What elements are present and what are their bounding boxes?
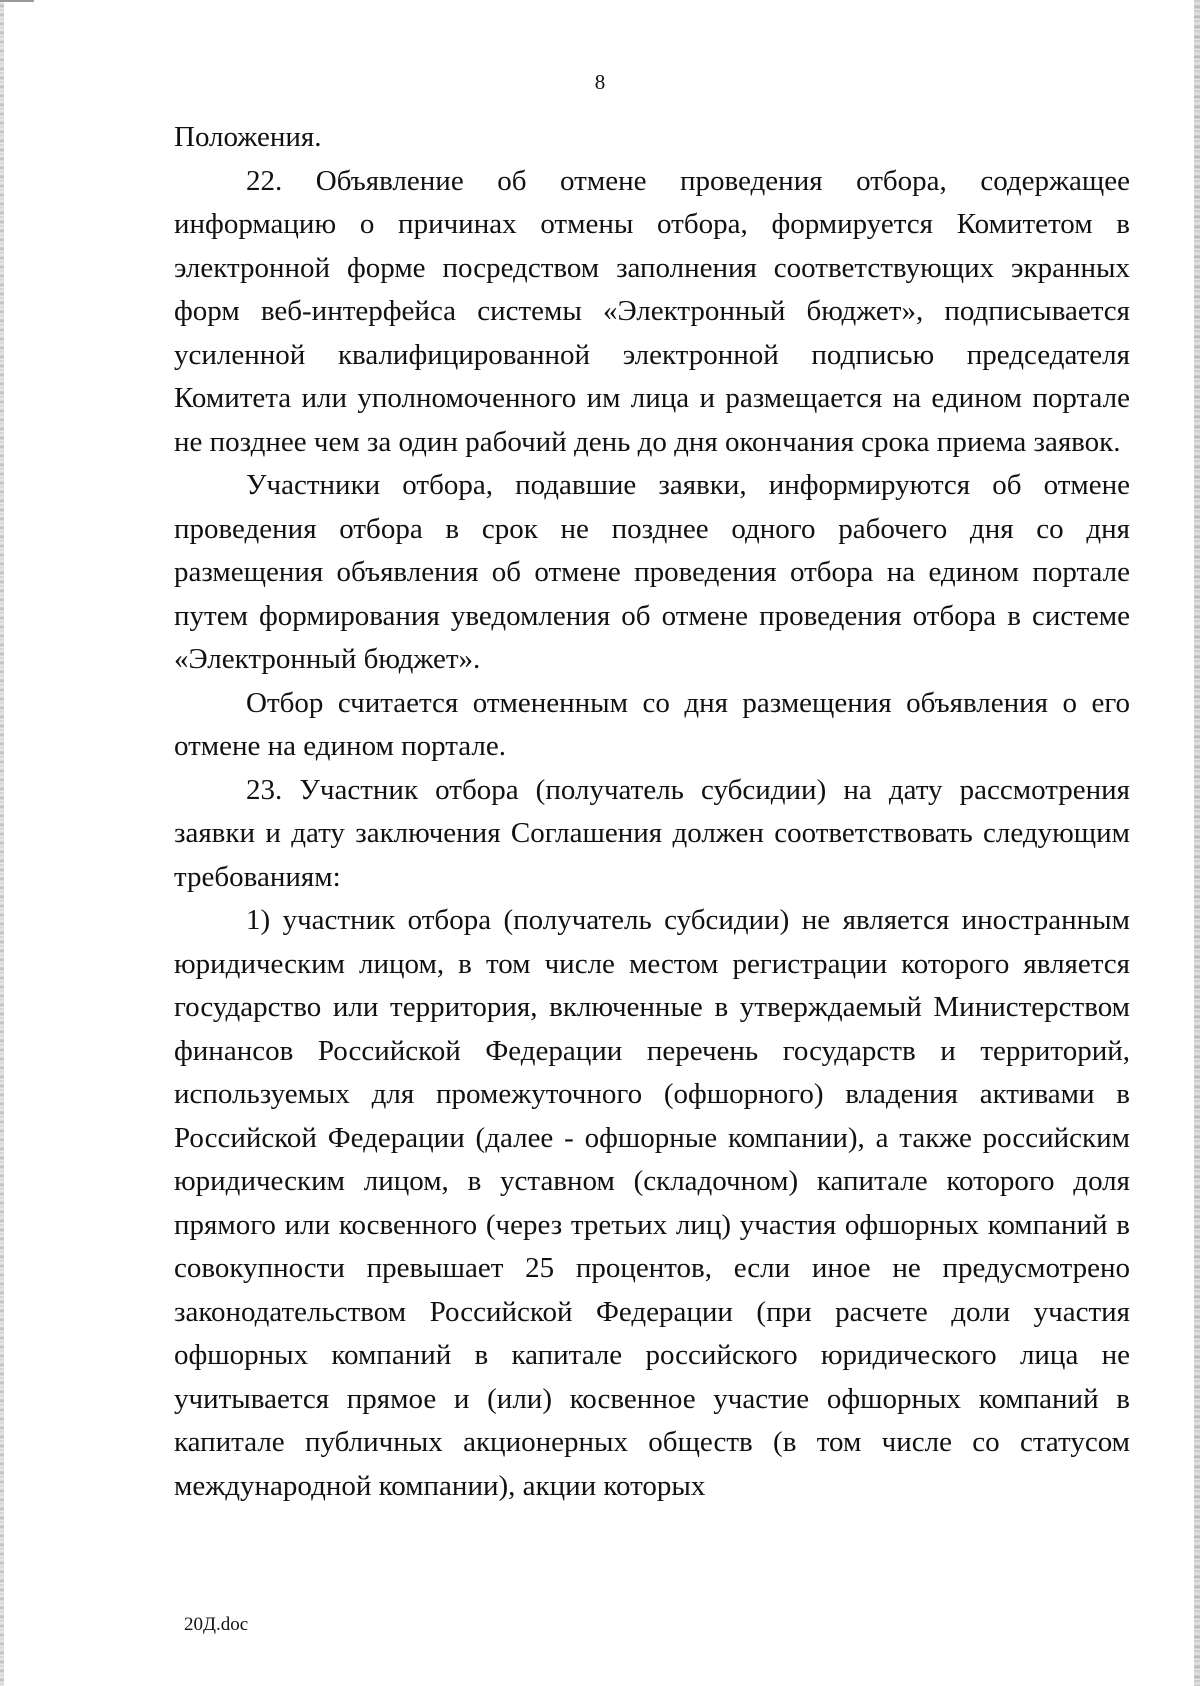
- document-body: [174, 116, 1130, 1508]
- page-number: 8: [594, 70, 606, 94]
- scan-corner-mark: [0, 0, 34, 2]
- paragraph-continuation: Положения.: [174, 121, 322, 153]
- footer-filename: 20Д.doc: [184, 1614, 249, 1635]
- paragraph-22: 22. Объявление об отмене проведения отбора, содержащее информацию о причинах отмены отбора, формируется Комитетом в электронной форме посредством заполнения соответствующих экранных форм веб-интерфейса системы «Электронный бюджет», подписывается усиленной квалифицированной электронной подписью председателя Комитета или уполномоченного им лица и размещается на едином портале не позднее чем за один рабочий день до дня окончания срока приема заявок.: [174, 164, 1130, 458]
- paragraph-23: 23. Участник отбора (получатель субсидии) на дату рассмотрения заявки и дату заключения Соглашения должен соответствовать следующим требованиям:: [174, 773, 1130, 893]
- paragraph-cancellation: Отбор считается отмененным со дня размещения объявления о его отмене на едином портале.: [174, 686, 1130, 762]
- paragraph-requirement-1: 1) участник отбора (получатель субсидии) не является иностранным юридическим лицом, в том числе местом регистрации которого является государство или территория, включенные в утверждаемый Министерством финансов Российской Федерации перечень государств и территорий, используемых для промежуточного (офшорного) владения активами в Российской Федерации (далее - офшорные компании), а также российским юридическим лицом, в уставном (складочном) капитале которого доля прямого или косвенного (через третьих лиц) участия офшорных компаний в совокупности превышает 25 процентов, если иное не предусмотрено законодательством Российской Федерации (при расчете доли участия офшорных компаний в капитале российского юридического лица не учитывается прямое и (или) косвенное участие офшорных компаний в капитале публичных акционерных обществ (в том числе со статусом международной компании), акции которых: [174, 904, 1130, 1502]
- paragraph-participants-notice: Участники отбора, подавшие заявки, информируются об отмене проведения отбора в срок не позднее одного рабочего дня со дня размещения объявления об отмене проведения отбора на едином портале путем формирования уведомления об отмене проведения отбора в системе «Электронный бюджет».: [174, 469, 1130, 675]
- scan-edge-left: [0, 0, 4, 1686]
- scan-edge-right: [1194, 0, 1200, 1686]
